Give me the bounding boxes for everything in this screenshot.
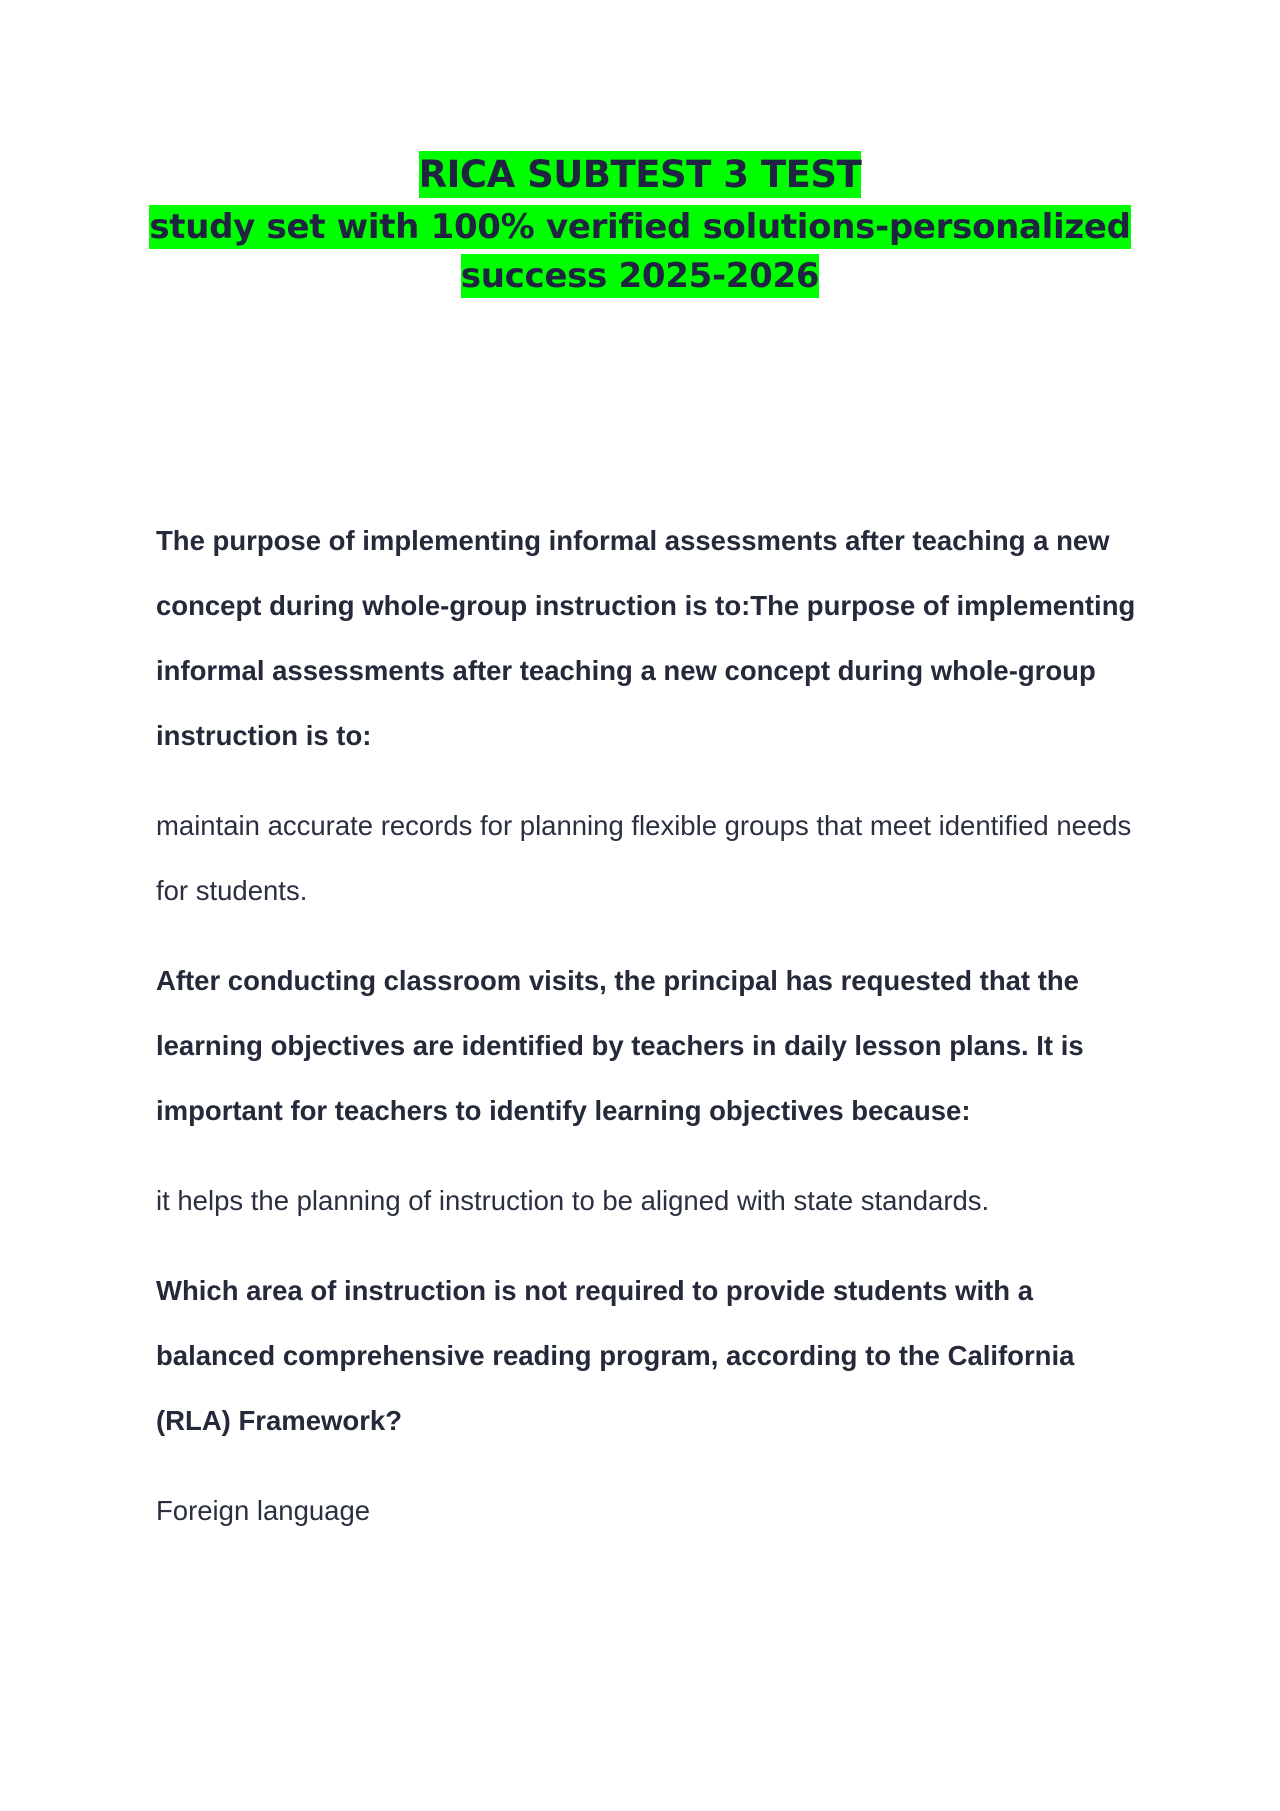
document-title bbox=[0, 153, 1280, 306]
question-3: Which area of instruction is not required to provide students with a balanced comprehensive reading program, according to the California (RLA) Framework? bbox=[156, 1275, 1075, 1436]
question-1: The purpose of implementing informal assessments after teaching a new concept during whole-group instruction is to:The purpose of implementing informal assessments after teaching a new concept during whole-group instruction is to: bbox=[156, 525, 1136, 751]
question-2: After conducting classroom visits, the principal has requested that the learning objectives are identified by teachers in daily lesson plans. It is important for teachers to identify learning objectives because: bbox=[156, 965, 1084, 1126]
qa-list bbox=[156, 508, 1146, 1568]
answer-2: it helps the planning of instruction to be aligned with state standards. bbox=[156, 1185, 990, 1216]
title-line-1: RICA SUBTEST 3 TEST bbox=[418, 153, 862, 196]
answer-1: maintain accurate records for planning flexible groups that meet identified needs for students. bbox=[156, 810, 1132, 906]
title-line-3: success 2025-2026 bbox=[460, 256, 820, 296]
answer-3: Foreign language bbox=[156, 1495, 371, 1526]
title-line-2: study set with 100% verified solutions-personalized bbox=[149, 207, 1131, 247]
